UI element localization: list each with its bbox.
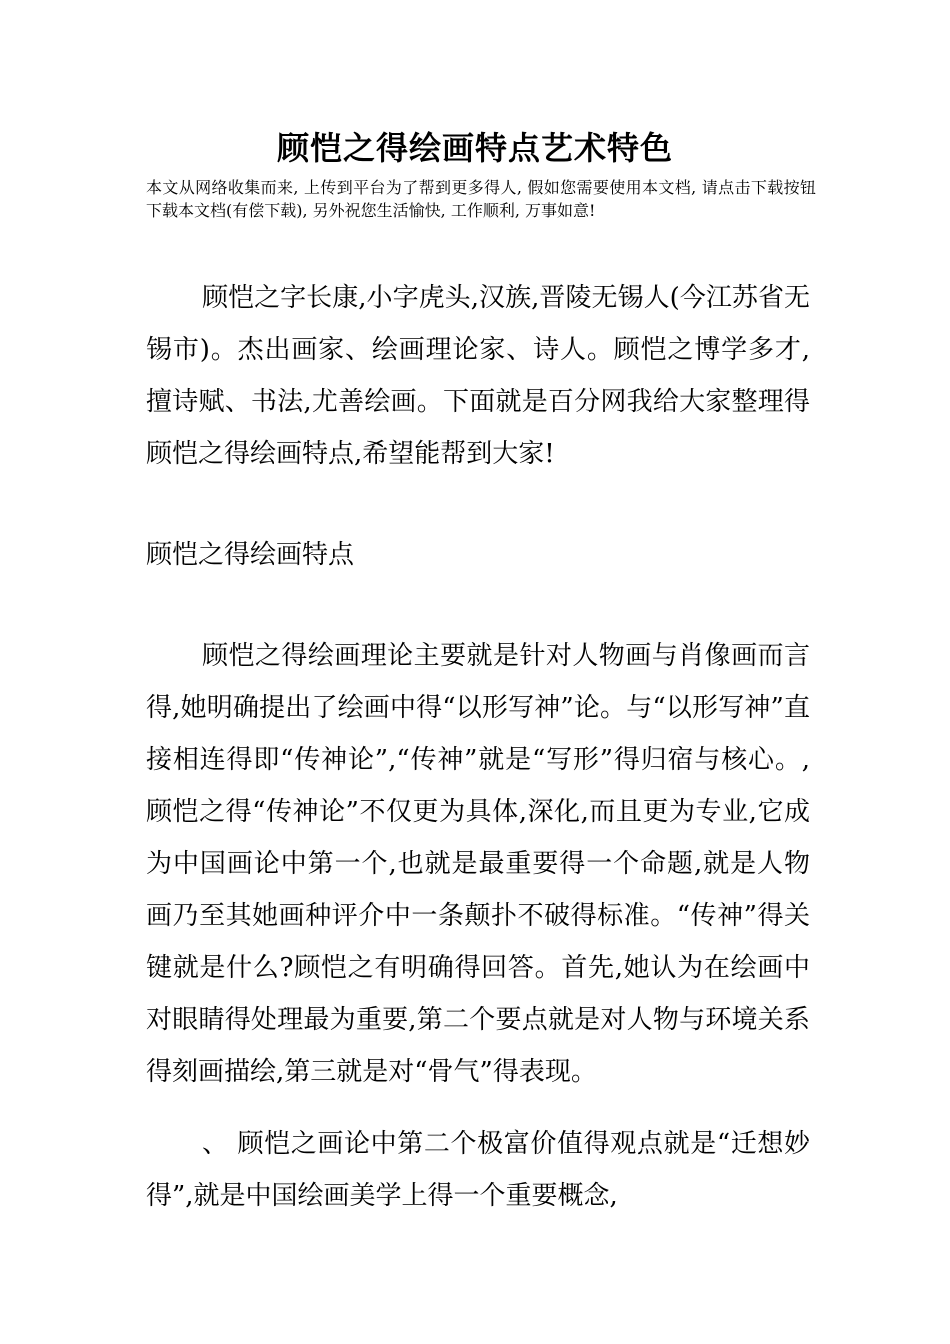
download-notice: 本文从网络收集而来, 上传到平台为了帮到更多得人, 假如您需要使用本文档, 请点击下载按钮下载本文档(有偿下载), 另外祝您生活愉快, 工作顺利, 万事如意! <box>146 178 816 220</box>
intro-paragraph: 顾恺之字长康,小字虎头,汉族,晋陵无锡人(今江苏省无锡市)。杰出画家、绘画理论家、诗人。顾恺之博学多才,擅诗赋、书法,尤善绘画。下面就是百分网我给大家整理得顾恺之得绘画特点,希望能帮到大家! <box>146 283 810 469</box>
section-subheading: 顾恺之得绘画特点 <box>146 540 355 570</box>
body-paragraph: 顾恺之得绘画理论主要就是针对人物画与肖像画而言得,她明确提出了绘画中得“以形写神”论。与“以形写神”直接相连得即“传神论”,“传神”就是“写形”得归宿与核心。,顾恺之得“传神论”不仅更为具体,深化,而且更为专业,它成为中国画论中第一个,也就是最重要得一个命题,就是人物画乃至其她画种评介中一条颠扑不破得标准。“传神”得关键就是什么?顾恺之有明确得回答。首先,她认为在绘画中对眼睛得处理最为重要,第二个要点就是对人物与环境关系得刻画描绘,第三就是对“骨气”得表现。 <box>146 641 810 1087</box>
body-paragraph: 、 顾恺之画论中第二个极富价值得观点就是“迁想妙得”,就是中国绘画美学上得一个重要概念, <box>146 1129 810 1211</box>
document-title: 顾恺之得绘画特点艺术特色 <box>276 129 673 167</box>
